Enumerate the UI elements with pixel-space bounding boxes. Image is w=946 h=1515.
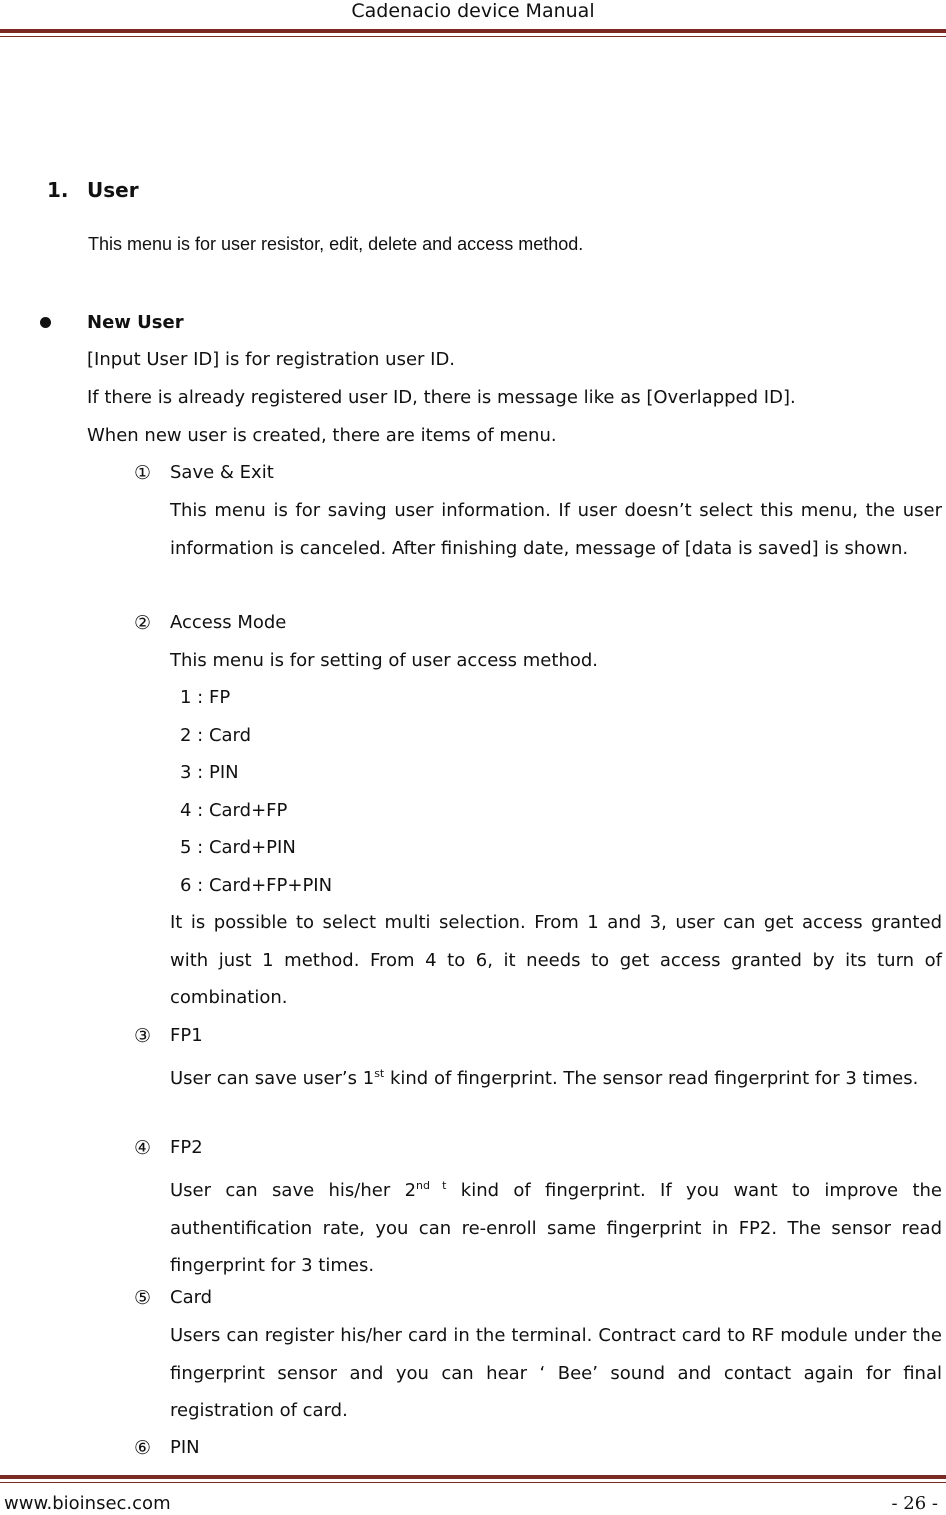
new-user-line-2: If there is already registered user ID, there is message like as [Overlapped ID]. (87, 387, 796, 408)
item-title-save-exit: Save & Exit (170, 462, 274, 483)
item-title-access-mode: Access Mode (170, 612, 287, 633)
access-mode-option-6: 6 : Card+FP+PIN (180, 875, 333, 896)
item-title-pin: PIN (170, 1437, 200, 1458)
footer-website: www.bioinsec.com (4, 1493, 171, 1514)
item-title-card: Card (170, 1287, 213, 1308)
section-intro: This menu is for user resistor, edit, delete and access method. (88, 234, 584, 254)
new-user-title: New User (87, 312, 184, 333)
item-body-fp1 (170, 1055, 942, 1098)
section-title: User (87, 178, 139, 202)
item-marker-4: ④ (134, 1137, 152, 1159)
item-marker-1: ① (134, 462, 152, 484)
item-body-fp2 (170, 1167, 942, 1285)
fp1-body-post: kind of fingerprint. The sensor read fingerprint for 3 times. (384, 1068, 919, 1089)
new-user-line-3: When new user is created, there are items of menu. (87, 425, 557, 446)
section-heading (47, 178, 139, 202)
access-mode-option-4: 4 : Card+FP (180, 800, 288, 821)
new-user-line-1: [Input User ID] is for registration user ID. (87, 349, 456, 370)
page-header-title: Cadenacio device Manual (351, 0, 595, 22)
footer-rule-thick (0, 1475, 946, 1479)
item-marker-6: ⑥ (134, 1437, 152, 1459)
fp2-body-post: kind of fingerprint. If you want to improve the authentification rate, you can re-enroll same fingerprint in FP2. The sensor read fingerprint for 3 times. (170, 1180, 942, 1276)
header-rule-thin (0, 36, 946, 37)
item-body-card: Users can register his/her card in the terminal. Contract card to RF module under the fingerprint sensor and you can hear ‘ Bee’ sound and contact again for final registration of card. (170, 1325, 942, 1421)
access-mode-option-5: 5 : Card+PIN (180, 837, 296, 858)
item-body-access-mode: This menu is for setting of user access method. (170, 650, 599, 671)
access-mode-option-1: 1 : FP (180, 687, 231, 708)
fp1-body-sup: st (374, 1067, 385, 1080)
item-body-save-exit: This menu is for saving user information. If user doesn’t select this menu, the user information is canceled. After finishing date, message of [data is saved] is shown. (170, 500, 942, 559)
fp2-body-sup: nd t (416, 1179, 447, 1192)
fp1-body-pre: User can save user’s 1 (170, 1068, 375, 1089)
item-marker-5: ⑤ (134, 1287, 152, 1309)
item-title-fp1: FP1 (170, 1025, 203, 1046)
fp2-body-pre: User can save his/her 2 (170, 1180, 417, 1201)
access-mode-option-2: 2 : Card (180, 725, 252, 746)
footer-page-number: - 26 - (891, 1493, 938, 1514)
bullet-icon (40, 317, 51, 328)
header-rule-thick (0, 29, 946, 33)
access-mode-option-3: 3 : PIN (180, 762, 239, 783)
footer-rule-thin (0, 1482, 946, 1483)
item-marker-2: ② (134, 612, 152, 634)
item-marker-3: ③ (134, 1025, 152, 1047)
section-number: 1. (47, 178, 69, 202)
item-title-fp2: FP2 (170, 1137, 203, 1158)
access-mode-note: It is possible to select multi selection. From 1 and 3, user can get access granted with just 1 method. From 4 to 6, it needs to get access granted by its turn of combination. (170, 912, 942, 1008)
